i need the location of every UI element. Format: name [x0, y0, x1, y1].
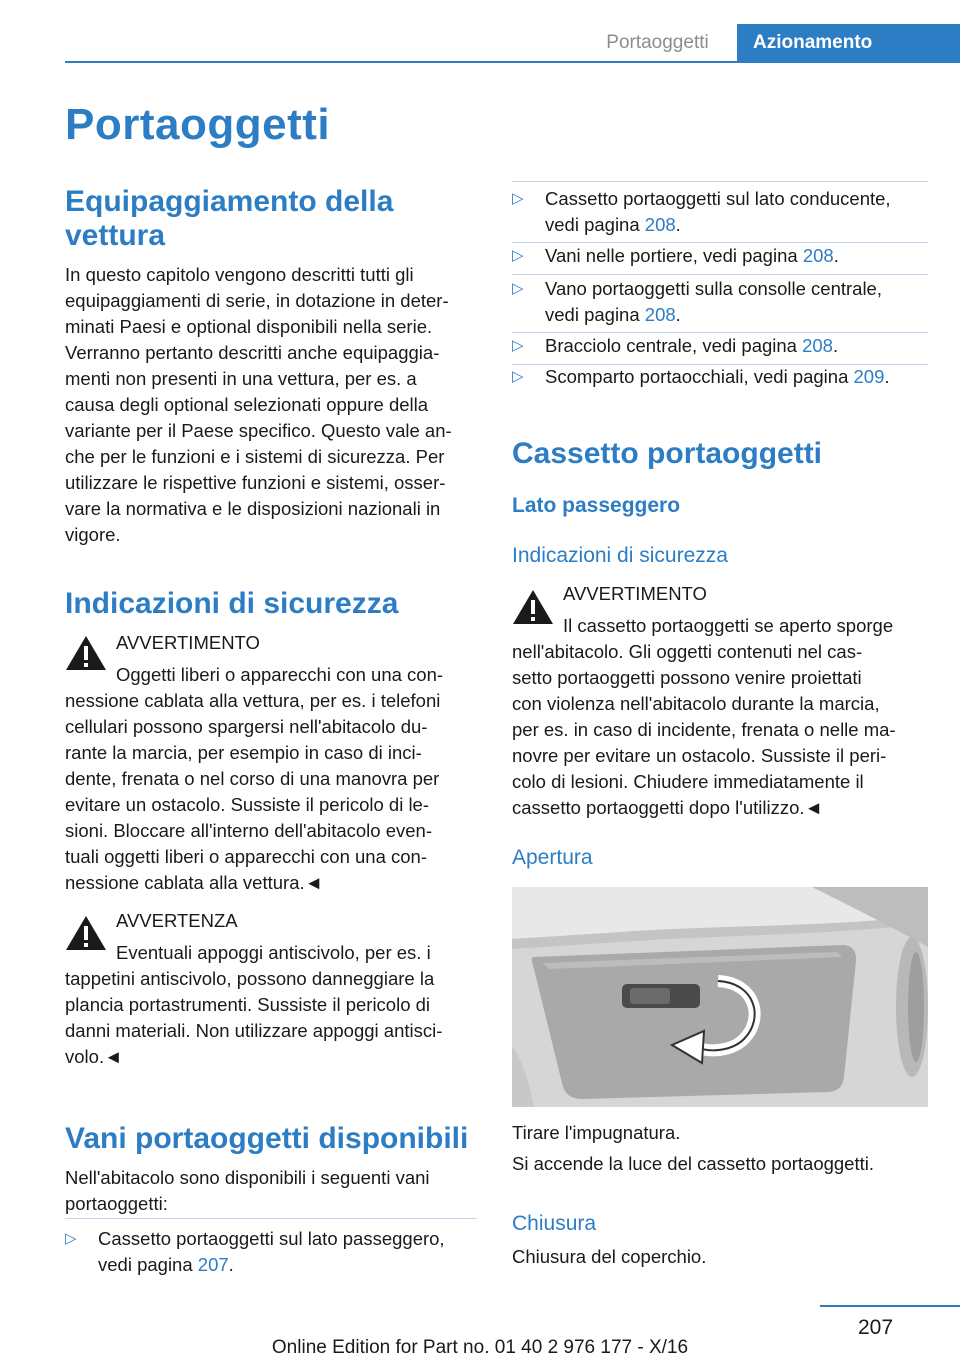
- text-fragment: .: [228, 1254, 234, 1275]
- equipment-heading-line2: vettura: [65, 219, 166, 252]
- text-fragment: vedi pagina: [98, 1254, 198, 1275]
- header-chapter-tab: Azionamento: [737, 24, 960, 62]
- page-link[interactable]: 207: [197, 1254, 229, 1275]
- text-line: dente, frenata o nel corso di una manovra per: [65, 768, 440, 789]
- text-line: Verranno pertanto descritti anche equipaggia-: [65, 342, 440, 363]
- bullet-triangle-icon: ▷: [512, 337, 524, 354]
- page-number: 207: [858, 1316, 894, 1339]
- text-line: sioni. Bloccare all'interno dell'abitacolo even-: [65, 820, 432, 841]
- text-line: Cassetto portaoggetti sul lato conducente,: [545, 188, 891, 209]
- list-divider: [512, 181, 928, 182]
- text-fragment: vedi pagina: [545, 304, 645, 325]
- text-fragment: Bracciolo centrale, vedi pagina: [545, 335, 803, 356]
- text-fragment: Scomparto portaocchiali, vedi pagina: [545, 366, 854, 387]
- equipment-paragraph: [65, 262, 485, 548]
- available-compartments-heading: Vani portaoggetti disponibili: [65, 1122, 469, 1155]
- warning-triangle-icon: [511, 588, 555, 626]
- text-line: che per le funzioni e i sistemi di sicurezza. Per: [65, 446, 445, 467]
- footer-rule: [820, 1305, 960, 1307]
- passenger-side-heading: Lato passeggero: [512, 494, 681, 517]
- glovebox-heading: Cassetto portaoggetti: [512, 437, 823, 470]
- bullet-triangle-icon: ▷: [512, 190, 524, 207]
- text-line: setto portaoggetti possono venire proiettati: [512, 667, 862, 688]
- text-line: [545, 333, 930, 359]
- text-line: evitare un ostacolo. Sussiste il pericolo di le-: [65, 794, 430, 815]
- bullet-triangle-icon: ▷: [512, 368, 524, 385]
- text-line: vigore.: [65, 524, 121, 545]
- opening-instruction: Tirare l'impugnatura.: [512, 1122, 681, 1143]
- list-divider: [65, 1218, 477, 1219]
- text-line: equipaggiamenti di serie, in dotazione in deter-: [65, 290, 449, 311]
- text-line: variante per il Paese specifico. Questo vale an-: [65, 420, 452, 441]
- warning1-text: [65, 688, 485, 896]
- text-line: per es. in caso di incidente, frenata o nelle ma-: [512, 719, 896, 740]
- text-line: tappetini antiscivolo, possono danneggiare la: [65, 968, 435, 989]
- text-line: portaoggetti:: [65, 1193, 168, 1214]
- text-line: cellulari possono spargersi nell'abitacolo du-: [65, 716, 428, 737]
- bullet-triangle-icon: ▷: [512, 247, 524, 264]
- header-rule: [65, 61, 960, 63]
- text-line: tuali oggetti liberi o apparecchi con una con-: [65, 846, 428, 867]
- text-line: nessione cablata alla vettura, per es. i telefoni: [65, 690, 441, 711]
- page-link[interactable]: 208: [644, 214, 676, 235]
- opening-heading: Apertura: [512, 846, 593, 869]
- text-line: menti non presenti in una vettura, per es. a: [65, 368, 417, 389]
- text-line: Nell'abitacolo sono disponibili i seguenti vani: [65, 1167, 430, 1188]
- text-line: nessione cablata alla vettura.◄: [65, 872, 323, 893]
- page-title: Portaoggetti: [65, 100, 331, 149]
- closing-instruction: Chiusura del coperchio.: [512, 1246, 707, 1267]
- list-item: [512, 276, 932, 330]
- text-line: minati Paesi e optional disponibili nella serie.: [65, 316, 433, 337]
- warning2-first-line: Eventuali appoggi antiscivolo, per es. i: [116, 942, 431, 963]
- text-line: danni materiali. Non utilizzare appoggi antisci-: [65, 1020, 443, 1041]
- warning1-first-line: Oggetti liberi o apparecchi con una con-: [116, 664, 444, 685]
- text-line: colo di lesioni. Chiudere immediatamente il: [512, 771, 864, 792]
- text-line: rante la marcia, per esempio in caso di inci-: [65, 742, 422, 763]
- text-line: vare la normativa e le disposizioni nazionali in: [65, 498, 441, 519]
- page-link[interactable]: 208: [802, 245, 834, 266]
- warning1-label: AVVERTIMENTO: [116, 632, 260, 653]
- text-fragment: .: [675, 304, 681, 325]
- text-line: Cassetto portaoggetti sul lato passeggero,: [98, 1228, 445, 1249]
- text-line: plancia portastrumenti. Sussiste il pericolo di: [65, 994, 431, 1015]
- text-line: [98, 1252, 483, 1278]
- text-line: novre per evitare un ostacolo. Sussiste il peri-: [512, 745, 887, 766]
- warning-label: AVVERTIMENTO: [563, 583, 707, 604]
- warning2-label: AVVERTENZA: [116, 910, 238, 931]
- page-link[interactable]: 208: [802, 335, 833, 356]
- glovebox-illustration: [512, 887, 928, 1107]
- warning-first-line: Il cassetto portaoggetti se aperto sporge: [563, 615, 894, 636]
- text-line: cassetto portaoggetti dopo l'utilizzo.◄: [512, 797, 823, 818]
- list-divider: [512, 274, 928, 275]
- text-line: In questo capitolo vengono descritti tutti gli: [65, 264, 414, 285]
- equipment-heading-line1: Equipaggiamento della: [65, 185, 394, 218]
- safety-subheading: Indicazioni di sicurezza: [512, 544, 728, 567]
- text-fragment: vedi pagina: [545, 214, 645, 235]
- text-fragment: .: [884, 366, 890, 387]
- text-line: volo.◄: [65, 1046, 123, 1067]
- text-line: Vano portaoggetti sulla consolle centrale,: [545, 278, 882, 299]
- list-item: [512, 333, 932, 361]
- page-link[interactable]: 209: [853, 366, 885, 387]
- text-line: [545, 364, 930, 390]
- bullet-triangle-icon: ▷: [65, 1230, 77, 1247]
- text-fragment: .: [832, 335, 839, 356]
- text-line: con violenza nell'abitacolo durante la marcia,: [512, 693, 880, 714]
- safety-heading: Indicazioni di sicurezza: [65, 587, 399, 620]
- text-line: [545, 302, 930, 328]
- caution-triangle-icon: [64, 914, 108, 952]
- warning-triangle-icon: [64, 634, 108, 672]
- list-item: [512, 243, 932, 271]
- text-line: nell'abitacolo. Gli oggetti contenuti nel cas-: [512, 641, 863, 662]
- text-line: [545, 212, 930, 238]
- closing-heading: Chiusura: [512, 1212, 597, 1235]
- text-line: utilizzare le rispettive funzioni e sistemi, osser-: [65, 472, 446, 493]
- page-link[interactable]: 208: [644, 304, 676, 325]
- text-line: [545, 243, 930, 269]
- text-line: causa degli optional selezionati oppure della: [65, 394, 429, 415]
- text-fragment: .: [675, 214, 681, 235]
- text-fragment: Vani nelle portiere, vedi pagina: [545, 245, 803, 266]
- warning2-text: [65, 966, 485, 1070]
- edition-footer: Online Edition for Part no. 01 40 2 976 177 - X/16: [271, 1337, 689, 1358]
- text-fragment: .: [833, 245, 839, 266]
- opening-result: Si accende la luce del cassetto portaoggetti.: [512, 1153, 875, 1174]
- bullet-triangle-icon: ▷: [512, 280, 524, 297]
- list-item: [512, 186, 932, 240]
- available-paragraph: [65, 1165, 485, 1217]
- warning-text: [512, 639, 932, 821]
- list-item: [65, 1226, 485, 1280]
- header-section-tab: Portaoggetti: [606, 32, 709, 53]
- list-item: [512, 364, 932, 392]
